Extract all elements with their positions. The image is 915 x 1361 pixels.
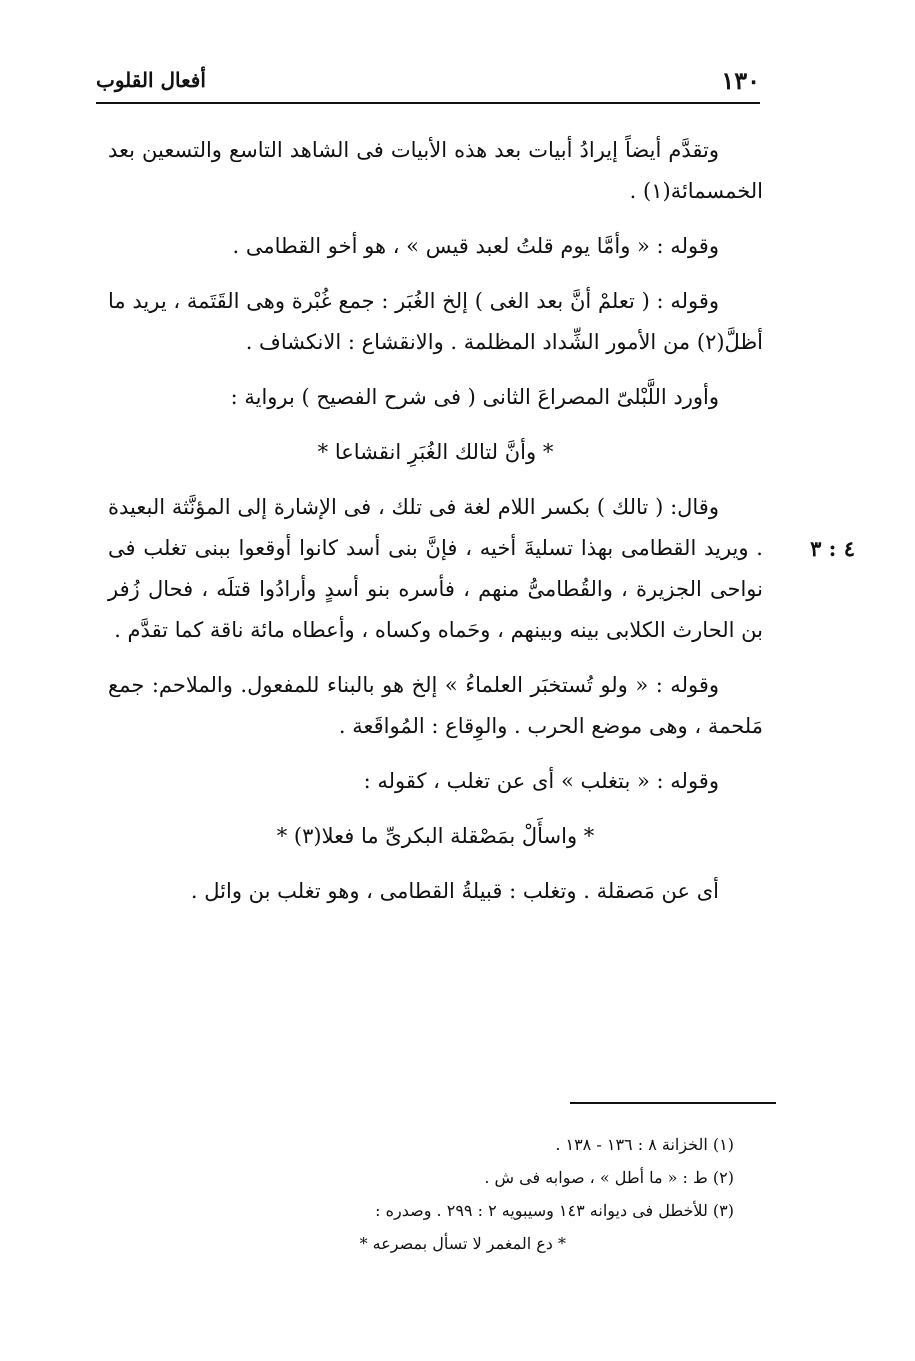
margin-reference: ٤ : ٣ [810,536,855,561]
paragraph-4: وأورد اللَّبْلىّ المصراعَ الثانى ( فى شرح الفصيح ) برواية : [230,385,719,409]
footnote-1: (١) الخزانة ٨ : ١٣٦ - ١٣٨ . [555,1135,734,1154]
paragraph-6: وقوله : « ولو تُستخبَر العلماءُ » إلخ هو بالبناء للمفعول. والملاحم: جمع مَلحمة ، وهى موضع الحرب . والوِقاع : المُواقَعة . [108,673,763,738]
paragraph-5: وقال: ( تالك ) بكسر اللام لغة فى تلك ، فى الإشارة إلى المؤنَّثة البعيدة . ويريد القطامى بهذا تسليةَ أخيه ، فإنَّ بنى أسد كانوا أوقعوا ببنى تغلب فى نواحى الجزيرة ، والقُطامىُّ منهم ، فأسره بنو أسدٍ وأرادُوا قتلَه ، فحال زُفر بن الحارث الكلابى بينه وبينهم ، وحَماه وكساه ، وأعطاه مائة ناقة كما تقدَّم . [108,495,763,642]
paragraph-7: وقوله : « بتغلب » أى عن تغلب ، كقوله : [363,769,719,793]
paragraph-5-block [108,487,855,651]
paragraph-3: وقوله : ( تعلمْ أنَّ بعد الغى ) إلخ الغُبَر : جمع غُبْرة وهى القَتَمة ، يريد ما أظلَّ(٢) من الأمور الشِّداد المظلمة . والانقشاع : الانكشاف . [108,289,763,354]
footnote-3-verse: * دع المغمر لا تسأل بمصرعه * [359,1234,566,1253]
footnote-3: (٣) للأخطل فى ديوانه ١٤٣ وسيبويه ٢ : ٢٩٩ . وصدره : [375,1201,734,1220]
verse-2: * واسأَلْ بمَصْقلة البكرىِّ ما فعلا(٣) * [276,824,595,848]
main-text [108,130,855,926]
paragraph-8: أى عن مَصقلة . وتغلب : قبيلةُ القطامى ، وهو تغلب بن وائل . [190,879,719,903]
verse-1: * وأنَّ لتالك الغُبَرِ انقشاعا * [317,440,554,464]
paragraph-2: وقوله : « وأمَّا يوم قلتُ لعبد قيس » ، هو أخو القطامى . [232,234,719,258]
footnote-separator [570,1102,776,1104]
page-header [96,62,760,104]
running-title: أفعال القلوب [96,68,206,92]
footnote-2: (٢) ط : « ما أطل » ، صوابه فى ش . [484,1168,734,1187]
footnotes [300,1128,734,1260]
paragraph-1: وتقدَّم أيضاً إيرادُ أبيات بعد هذه الأبيات فى الشاهد التاسع والتسعين بعد الخمسمائة(١) . [108,138,763,203]
page-number: ١٣٠ [721,66,760,95]
